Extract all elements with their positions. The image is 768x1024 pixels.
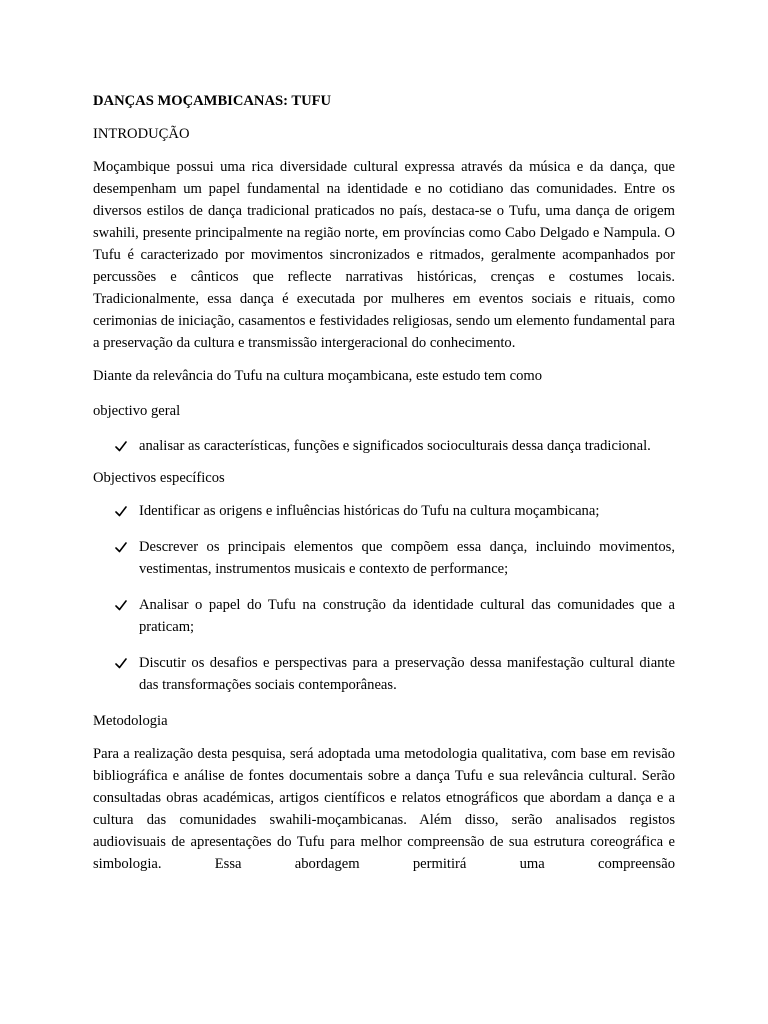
specific-objective-text: Discutir os desafios e perspectivas para a preservação dessa manifestação cultural diante das transformações sociais contemporâneas.	[139, 655, 675, 693]
list-item	[93, 536, 675, 580]
checkmark-icon	[115, 435, 129, 457]
specific-objective-text: Identificar as origens e influências históricas do Tufu na cultura moçambicana;	[139, 503, 600, 519]
methodology-paragraph: Para a realização desta pesquisa, será adoptada uma metodologia qualitativa, com base em revisão bibliográfica e análise de fontes documentais sobre a dança Tufu e sua relevância cultural. Serão consultadas obras académicas, artigos científicos e relatos etnográficos que abordam a dança e a cultura das comunidades swahili-moçambicanas. Além disso, serão analisados registos audiovisuais de apresentações do Tufu para melhor compreensão de sua estrutura coreográfica e simbologia. Essa abordagem permitirá uma compreensão	[93, 746, 675, 872]
list-item	[93, 500, 675, 522]
document-page	[93, 90, 675, 875]
specific-objectives-heading: Objectivos específicos	[93, 470, 225, 486]
introduction-heading: INTRODUÇÃO	[93, 126, 190, 142]
checkmark-icon	[115, 652, 129, 674]
document-title: DANÇAS MOÇAMBICANAS: TUFU	[93, 93, 332, 109]
list-item	[93, 435, 675, 457]
checkmark-icon	[115, 594, 129, 616]
relevance-sentence: Diante da relevância do Tufu na cultura moçambicana, este estudo tem como	[93, 368, 543, 384]
checkmark-icon	[115, 500, 129, 522]
methodology-heading: Metodologia	[93, 713, 168, 729]
general-objective-text: analisar as características, funções e significados socioculturais dessa dança tradicional.	[139, 438, 651, 454]
general-objective-label: objectivo geral	[93, 403, 181, 419]
specific-objectives-list	[93, 500, 675, 696]
general-objectives-list	[93, 435, 675, 457]
list-item	[93, 594, 675, 638]
list-item	[93, 652, 675, 696]
specific-objective-text: Descrever os principais elementos que compõem essa dança, incluindo movimentos, vestimentas, instrumentos musicais e contexto de performance;	[139, 539, 675, 577]
intro-paragraph: Moçambique possui uma rica diversidade cultural expressa através da música e da dança, que desempenham um papel fundamental na identidade e no cotidiano das comunidades. Entre os diversos estilos de dança tradicional praticados no país, destaca-se o Tufu, uma dança de origem swahili, presente principalmente na região norte, em províncias como Cabo Delgado e Nampula. O Tufu é caracterizado por movimentos sincronizados e ritmados, geralmente acompanhados por percussões e cânticos que reflecte narrativas históricas, crenças e costumes locais. Tradicionalmente, essa dança é executada por mulheres em eventos sociais e rituais, como cerimonias de iniciação, casamentos e festividades religiosas, sendo um elemento fundamental para a preservação da cultura e transmissão intergeracional do conhecimento.	[93, 159, 675, 351]
specific-objective-text: Analisar o papel do Tufu na construção da identidade cultural das comunidades que a praticam;	[139, 597, 675, 635]
checkmark-icon	[115, 536, 129, 558]
